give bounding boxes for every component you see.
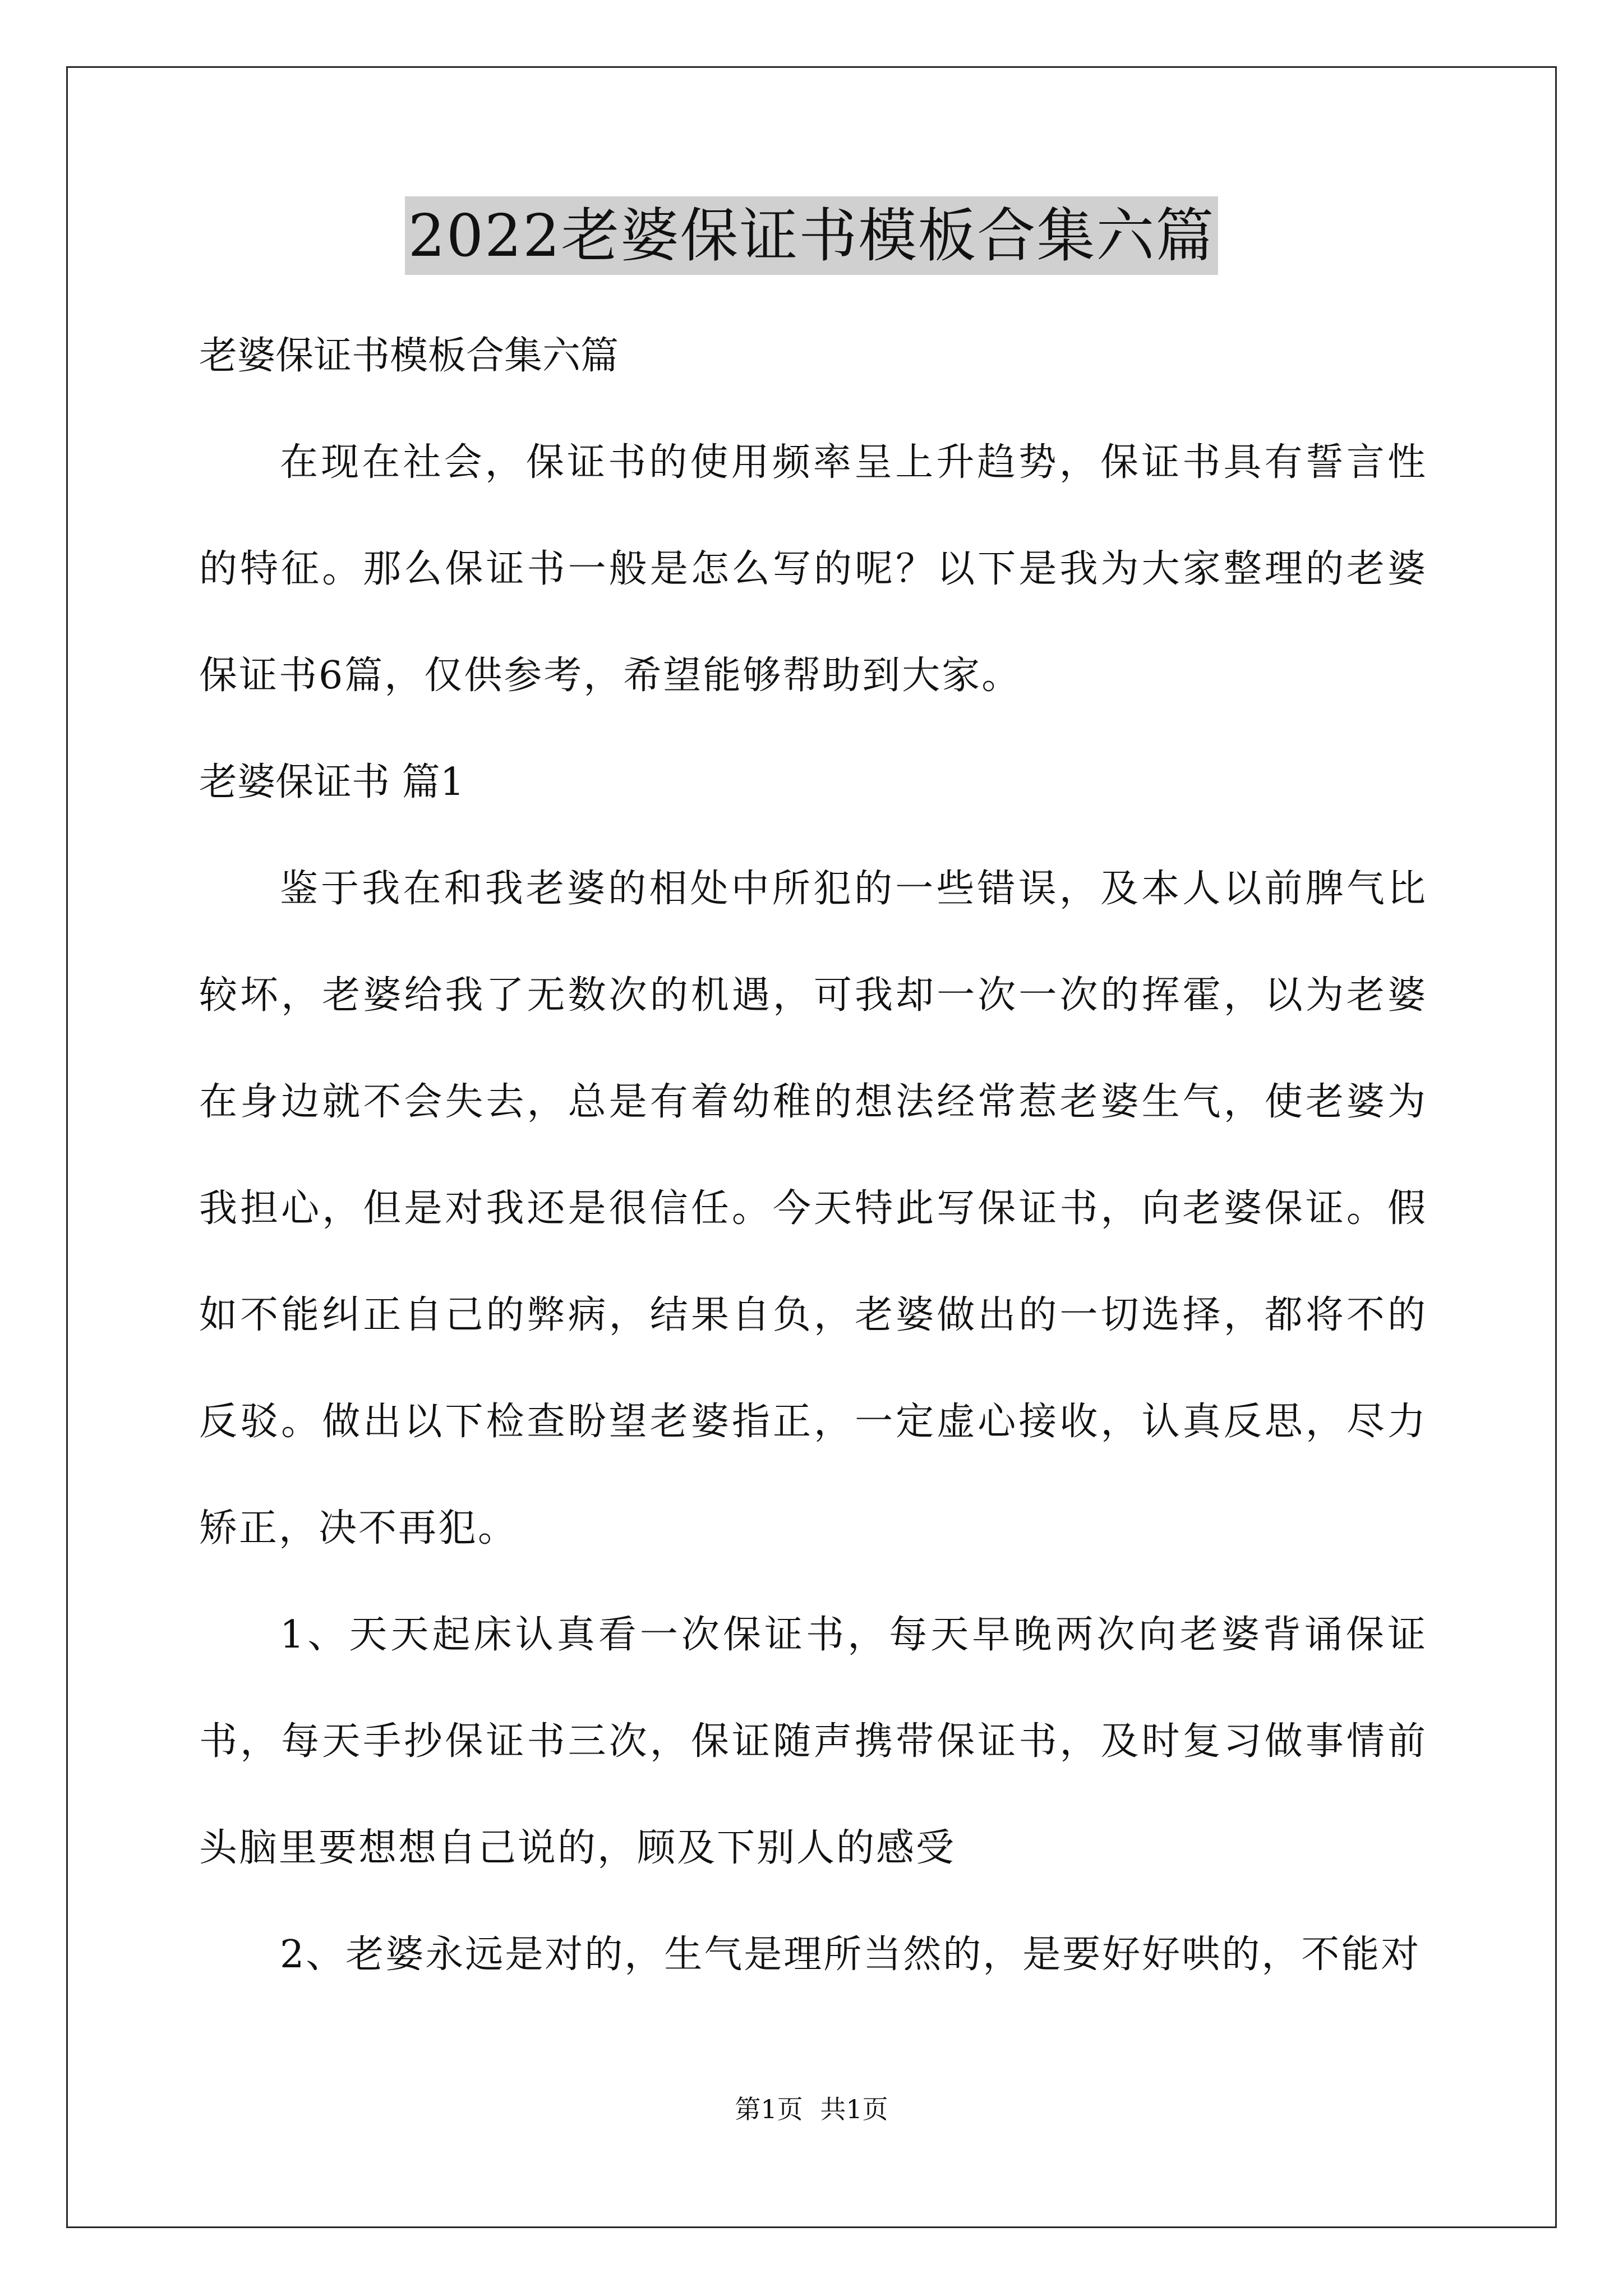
page-number: 第1页 [735,2094,803,2124]
page-footer [0,2092,1623,2126]
intro-paragraph: 在现在社会，保证书的使用频率呈上升趋势，保证书具有誓言性的特征。那么保证书一般是怎么写的呢？以下是我为大家整理的老婆保证书6篇，仅供参考，希望能够帮助到大家。 [199,440,1427,698]
body-paragraph: 鉴于我在和我老婆的相处中所犯的一些错误，及本人以前脾气比较坏，老婆给我了无数次的机遇，可我却一次一次的挥霍，以为老婆在身边就不会失去，总是有着幼稚的想法经常惹老婆生气，使老婆为我担心，但是对我还是很信任。今天特此写保证书，向老婆保证。假如不能纠正自己的弊病，结果自负，老婆做出的一切选择，都将不的反驳。做出以下检查盼望老婆指正，一定虚心接收，认真反思，尽力矫正，决不再犯。 [199,867,1427,1550]
list-item-1: 1、天天起床认真看一次保证书，每天早晚两次向老婆背诵保证书，每天手抄保证书三次，保证随声携带保证书，及时复习做事情前头脑里要想想自己说的，顾及下别人的感受 [199,1613,1427,1870]
section-heading: 老婆保证书 篇1 [199,760,464,804]
document-title: 2022老婆保证书模板合集六篇 [405,196,1219,275]
page-total: 共1页 [820,2094,888,2124]
list-item-2: 2、老婆永远是对的，生气是理所当然的，是要好好哄的，不能对 [280,1932,1421,1977]
title-container [0,196,1623,275]
document-body [199,303,1427,2008]
subtitle: 老婆保证书模板合集六篇 [199,334,619,378]
